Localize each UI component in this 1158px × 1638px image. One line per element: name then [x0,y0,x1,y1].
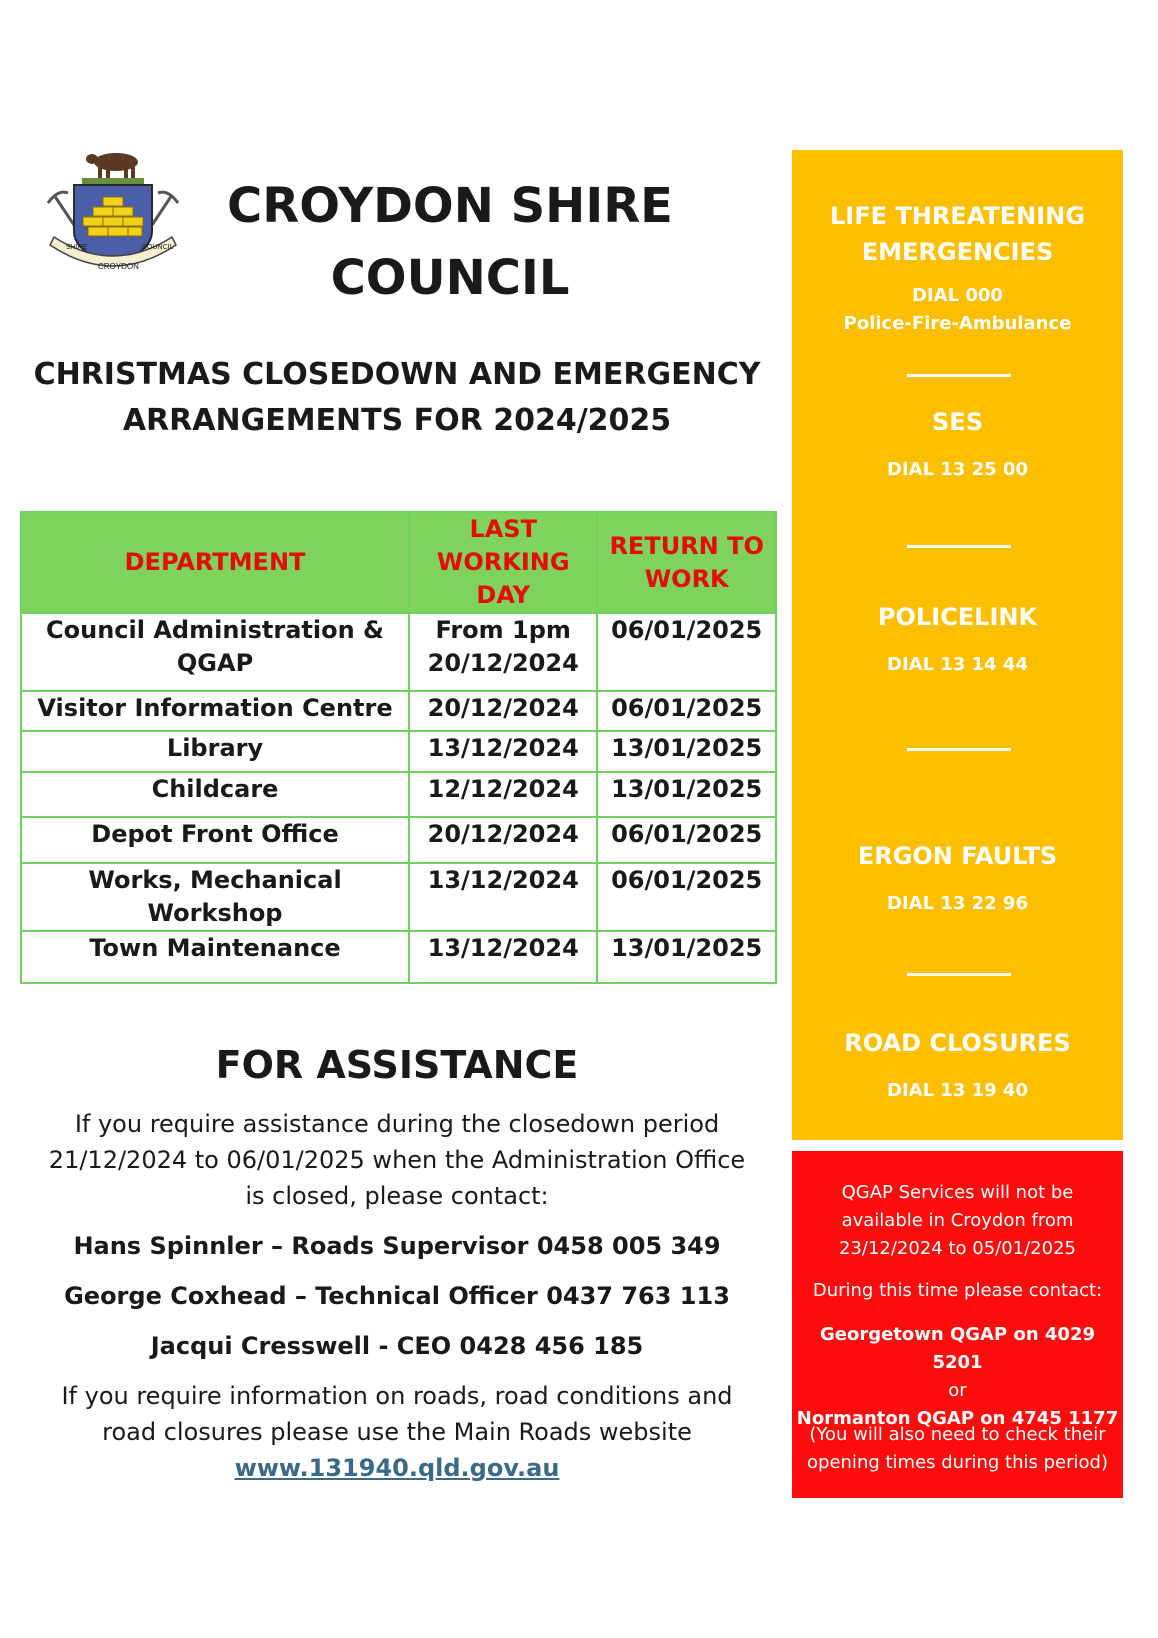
divider [907,748,1011,751]
policelink-dial: DIAL 13 14 44 [887,654,1028,675]
bull-icon [82,153,144,184]
table-row [21,863,776,931]
last-working-day-cell: 13/12/2024 [409,863,597,931]
emergency-contacts-panel [792,150,1123,1140]
document-title [18,352,776,444]
council-name [190,170,710,314]
ergon-faults-block [792,838,1123,918]
department-cell: Depot Front Office [21,817,409,863]
last-working-day-cell: 20/12/2024 [409,817,597,863]
assistance-intro: If you require assistance during the closedown period 21/12/2024 to 06/01/2025 when the Administration Office is closed, please contact: [48,1110,746,1210]
main-roads-website-link[interactable]: www.131940.qld.gov.au [234,1454,560,1482]
department-cell: Library [21,731,409,772]
return-to-work-cell: 06/01/2025 [597,613,776,691]
ses-dial: DIAL 13 25 00 [887,459,1028,480]
last-working-day-cell: 13/12/2024 [409,731,597,772]
council-name-line2: COUNCIL [330,250,570,306]
ses-block [792,404,1123,484]
return-to-work-cell: 13/01/2025 [597,731,776,772]
last-working-day-cell: 12/12/2024 [409,772,597,817]
department-cell: Town Maintenance [21,931,409,983]
dial-000: DIAL 000 [912,285,1003,306]
life-threatening-block [792,198,1123,338]
return-to-work-cell: 06/01/2025 [597,863,776,931]
council-name-line1: CROYDON SHIRE [227,178,673,234]
return-to-work-cell: 06/01/2025 [597,691,776,731]
document-title-line2: ARRANGEMENTS FOR 2024/2025 [122,403,672,438]
banner-left-text: SHIRE [66,244,88,251]
banner-right-text: COUNCIL [142,244,174,251]
policelink-heading: POLICELINK [877,603,1038,631]
divider [907,545,1011,548]
department-header: DEPARTMENT [21,512,409,613]
qgap-notice: QGAP Services will not be available in Croydon from 23/12/2024 to 05/01/2025 [838,1182,1076,1259]
table-row [21,931,776,983]
qgap-alternatives [792,1321,1123,1433]
table-row [21,817,776,863]
ses-heading: SES [932,408,983,436]
road-closures-block [792,1025,1123,1105]
assistance-heading: FOR ASSISTANCE [215,1043,579,1087]
georgetown-qgap: Georgetown QGAP on 4029 5201 [819,1324,1095,1373]
return-to-work-header: RETURN TO WORK [597,512,776,613]
table-header-row [21,512,776,613]
last-working-day-header: LAST WORKING DAY [409,512,597,613]
contact-ceo: Jacqui Cresswell - CEO 0428 456 185 [150,1332,644,1360]
department-cell: Works, Mechanical Workshop [21,863,409,931]
road-closures-dial: DIAL 13 19 40 [887,1080,1028,1101]
police-fire-ambulance: Police-Fire-Ambulance [843,313,1072,334]
life-threatening-heading-line1: LIFE THREATENING [830,202,1085,230]
table-row [21,772,776,817]
divider [907,973,1011,976]
road-closures-heading: ROAD CLOSURES [844,1029,1071,1057]
last-working-day-cell: 20/12/2024 [409,691,597,731]
qgap-opening-times-note: (You will also need to check their opening times during this period) [807,1424,1108,1473]
table-row [21,691,776,731]
document-title-line1: CHRISTMAS CLOSEDOWN AND EMERGENCY [33,357,761,392]
last-working-day-cell: 13/12/2024 [409,931,597,983]
roads-info: If you require information on roads, road conditions and road closures please use the Main Roads website www.131940.qld.gov.au [61,1382,733,1482]
or-text: or [948,1380,967,1401]
divider [907,374,1011,377]
policelink-block [792,599,1123,679]
ergon-faults-dial: DIAL 13 22 96 [887,893,1028,914]
last-working-day-cell: From 1pm 20/12/2024 [409,613,597,691]
qgap-notice-panel [792,1151,1123,1498]
life-threatening-heading-line2: EMERGENCIES [861,238,1054,266]
table-row [21,613,776,691]
contact-technical-officer: George Coxhead – Technical Officer 0437 763 113 [64,1282,730,1310]
council-crest-logo [44,145,182,283]
department-cell: Council Administration & QGAP [21,613,409,691]
contact-roads-supervisor: Hans Spinnler – Roads Supervisor 0458 005 349 [73,1232,721,1260]
table-row [21,731,776,772]
normanton-qgap: Normanton QGAP on 4745 1177 [796,1408,1119,1429]
ergon-faults-heading: ERGON FAULTS [857,842,1058,870]
return-to-work-cell: 06/01/2025 [597,817,776,863]
closedown-schedule-table [20,511,777,984]
qgap-contact-intro: During this time please contact: [812,1280,1103,1301]
assistance-section [18,1042,776,1486]
banner-bottom-text: CROYDON [98,262,139,271]
return-to-work-cell: 13/01/2025 [597,931,776,983]
department-cell: Visitor Information Centre [21,691,409,731]
return-to-work-cell: 13/01/2025 [597,772,776,817]
department-cell: Childcare [21,772,409,817]
